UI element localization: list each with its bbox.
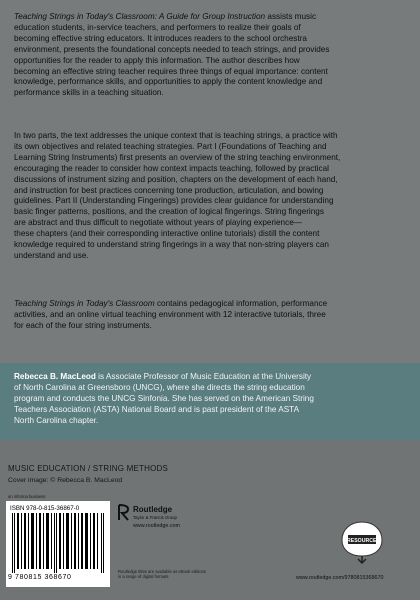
isbn-label: ISBN 978-0-815-36867-0 (10, 505, 80, 512)
p3-line: activities, and an online virtual teaching environment with 12 interactive tutorials, three (14, 309, 326, 319)
p1-line: environment, presents the foundational concepts needed to teach strings, and provides (14, 44, 330, 54)
p2-line: these chapters (and their corresponding interactive online tutorials) distill the content (14, 229, 320, 239)
bio-text: is Associate Professor of Music Education at the University (95, 372, 312, 381)
p2-line: basic finger patterns, positions, and the creation of logical fingerings. String fingerings (14, 207, 324, 217)
resources-label: eRESOURCES (344, 538, 380, 544)
p3-text: contains pedagogical information, performance (154, 299, 328, 308)
p2-line: In two parts, the text addresses the unique context that is teaching strings, a practice with (14, 131, 338, 140)
bio-line: program and conducts the UNCG Sinfonia. She has served on the American String (14, 393, 314, 403)
p1-line: education students, in-service teachers, and performers to realize their goals of (14, 22, 301, 32)
subject-category: MUSIC EDUCATION / STRING METHODS (8, 464, 169, 473)
p2-line: Learning String Instruments) first presents an overview of the string teaching environment, (14, 152, 341, 162)
p1-line: performance skills in a teaching situation. (14, 88, 164, 98)
p2-line: discussions of instrument sizing and position, chapters on the development of each hand, (14, 174, 338, 184)
routledge-logo-icon (118, 503, 130, 521)
p1-text: assists music (265, 12, 317, 21)
p1-line: becoming an effective string teacher requires three things of equal importance: content (14, 66, 328, 76)
p2-line: guidelines. Part II (Understanding Fingerings) provides clear guidance for understanding (14, 196, 334, 206)
p3-line (14, 299, 406, 310)
author-bio (14, 372, 408, 427)
bio-line: of North Carolina at Greensboro (UNCG), where she directs the string education (14, 382, 305, 392)
description-paragraph-2 (14, 131, 406, 262)
author-bio-band (0, 363, 420, 440)
publisher-name: Routledge (133, 505, 173, 514)
p2-line: are abstract and thus difficult to negotiate without years of playing experience— (14, 218, 302, 228)
book-title-italic: Teaching Strings in Today's Classroom: A Guide for Group Instruction (14, 12, 266, 21)
p3-line: for each of the four string instruments. (14, 320, 152, 330)
book-title-italic: Teaching Strings in Today's Classroom (14, 299, 155, 308)
p1-line: becoming effective string educators. It introduces readers to the school orchestra (14, 33, 307, 43)
p2-line: and instruction for best practices concerning tone production, articulation, and bowing (14, 185, 324, 195)
barcode-number: 9 780815 368670 (8, 574, 72, 581)
ebook-note: Routledge titles are available as eBook editions in a range of digital formats (118, 569, 206, 580)
p1-line (14, 12, 406, 23)
p1-line: opportunities for the reader to apply this information. The author describes how (14, 55, 300, 65)
informa-tagline: an informa business (8, 494, 46, 499)
p2-line: encouraging the reader to consider how context impacts teaching, followed by practical (14, 163, 329, 173)
description-paragraph-1 (14, 12, 406, 99)
p2-line: its own objectives and related teaching strategies. Part I (Foundations of Teaching and (14, 141, 327, 151)
p2-line: understand and use. (14, 250, 89, 260)
p2-line: knowledge required to understand string fingerings in a way that non-string players can (14, 240, 329, 250)
barcode-icon (12, 513, 106, 573)
bio-line: Teachers Association (ASTA) National Board and is past president of the ASTA (14, 404, 300, 414)
publisher-group: Taylor & Francis Group (133, 515, 177, 520)
description-paragraph-3 (14, 299, 406, 332)
cover-credit: Cover image: © Rebecca B. MacLeod (8, 477, 123, 484)
author-name: Rebecca B. MacLeod (14, 372, 96, 381)
bio-line (14, 372, 408, 383)
p1-line: knowledge, performance skills, and opportunities to apply the content knowledge and (14, 77, 323, 87)
publisher-url[interactable]: www.routledge.com (133, 523, 181, 529)
bio-line: North Carolina chapter. (14, 415, 99, 425)
resources-url[interactable]: www.routledge.com/9780815368670 (296, 575, 384, 581)
eresources-badge-icon (340, 520, 384, 564)
